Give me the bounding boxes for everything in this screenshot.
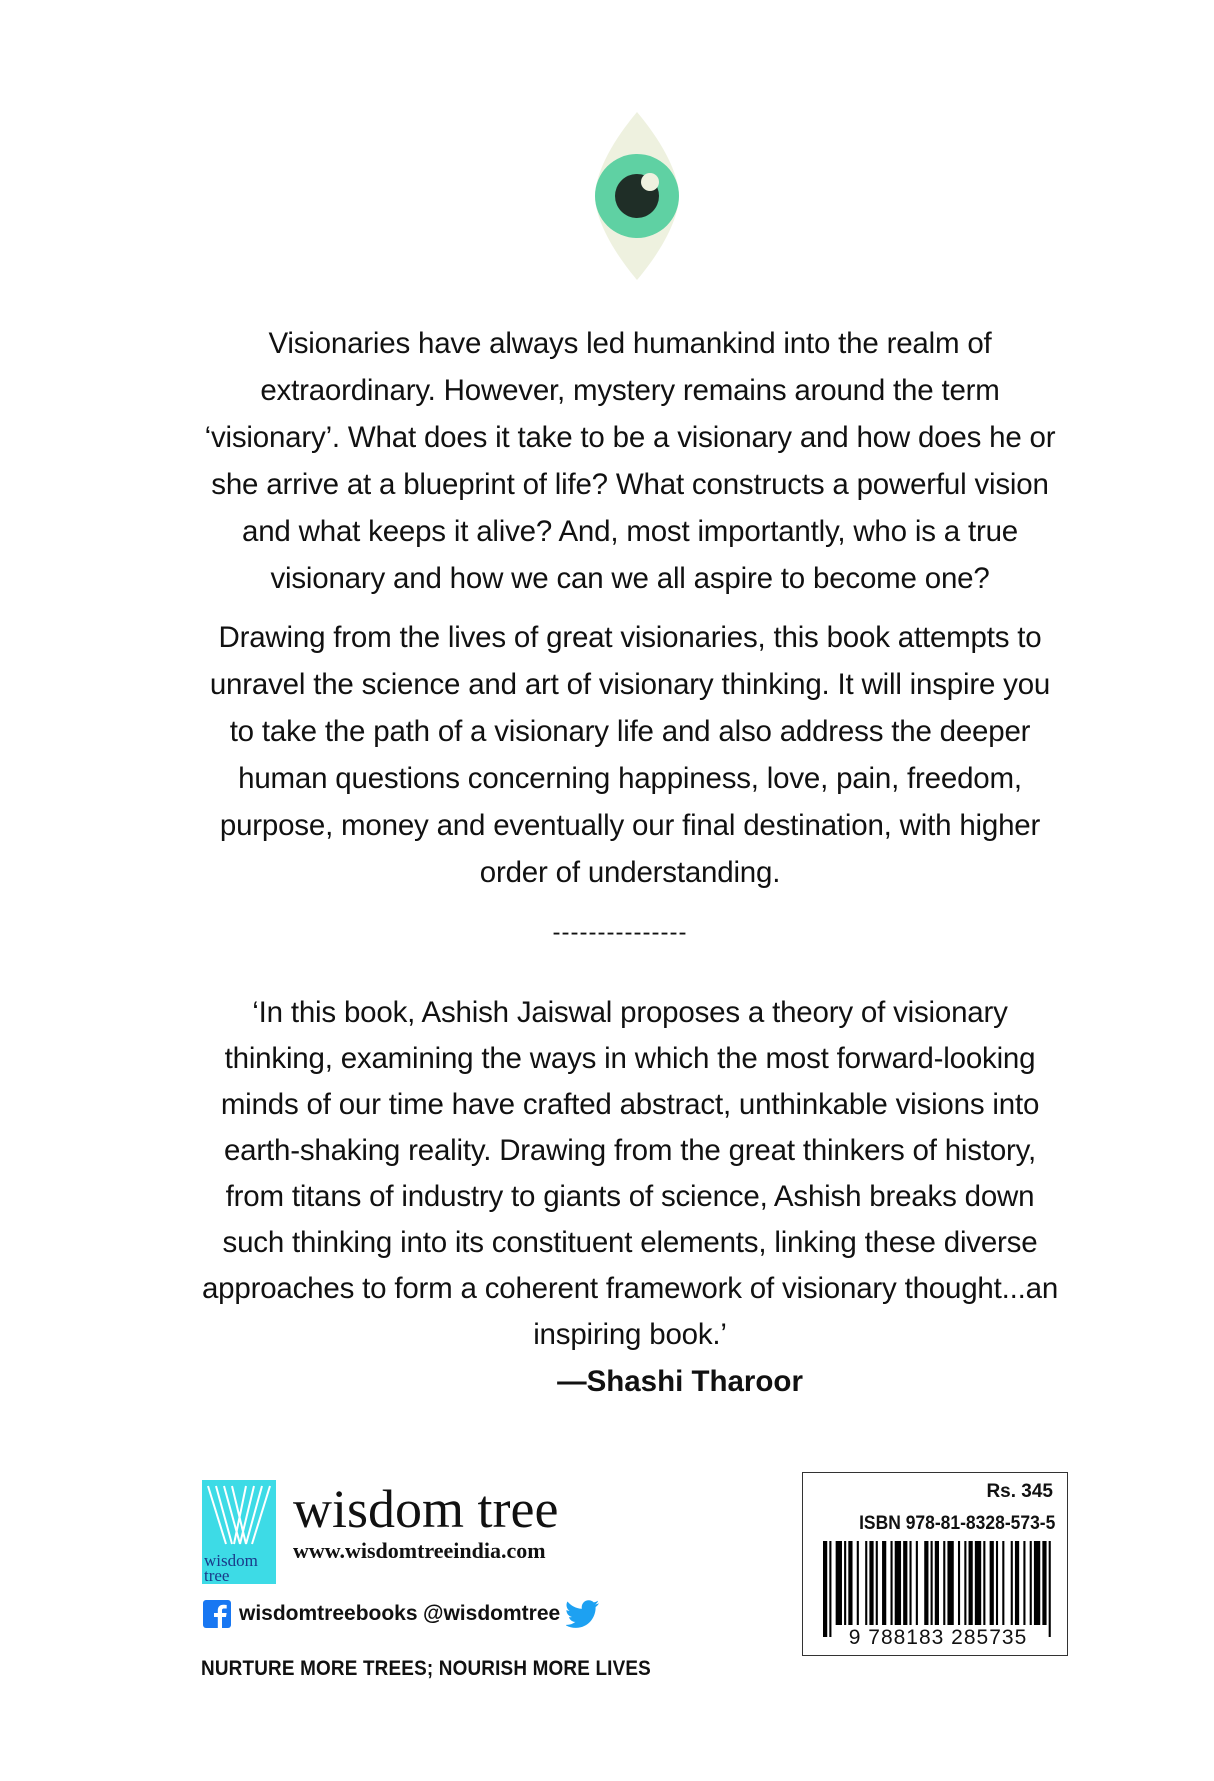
section-divider: ---------------: [552, 919, 688, 946]
publisher-url[interactable]: www.wisdomtreeindia.com: [293, 1538, 546, 1563]
barcode-panel: [802, 1472, 1068, 1656]
barcode-icon: [823, 1541, 1055, 1637]
facebook-handle: wisdomtreebooks: [239, 1602, 418, 1625]
barcode-bar: [996, 1541, 998, 1625]
barcode-bar: [876, 1541, 878, 1625]
barcode-bar: [848, 1541, 852, 1625]
barcode-bar: [964, 1541, 966, 1625]
logo-text-line1: wisdom: [204, 1551, 258, 1570]
barcode-bar: [975, 1541, 981, 1625]
barcode-bar: [829, 1541, 831, 1637]
barcode-bar: [903, 1541, 907, 1625]
barcode-bar: [958, 1541, 960, 1625]
barcode-bar: [990, 1541, 994, 1625]
barcode-bar: [1002, 1541, 1004, 1625]
publisher-name: wisdom tree: [293, 1479, 559, 1539]
barcode-bar: [943, 1541, 945, 1637]
barcode-bar: [969, 1541, 973, 1625]
barcode-bar: [1030, 1541, 1032, 1625]
logo-text-line2: tree: [204, 1566, 230, 1584]
twitter-link[interactable]: [423, 1598, 600, 1630]
barcode-bar: [1034, 1541, 1040, 1625]
barcode-bar: [1023, 1541, 1025, 1625]
barcode-bar: [916, 1541, 918, 1625]
endorsement-attribution: —Shashi Tharoor: [557, 1365, 803, 1398]
barcode-bar: [1042, 1541, 1046, 1625]
eye-icon: [587, 110, 687, 282]
barcode-bar: [895, 1541, 901, 1625]
barcode-bar: [857, 1541, 859, 1625]
barcode-bar: [882, 1541, 886, 1625]
barcode-bar: [844, 1541, 846, 1625]
barcode-bar: [1015, 1541, 1019, 1625]
barcode-bar: [924, 1541, 928, 1625]
barcode-bar: [1049, 1541, 1051, 1637]
facebook-icon: [203, 1600, 231, 1628]
price-label: Rs. 345: [986, 1481, 1053, 1502]
barcode-bar: [865, 1541, 867, 1625]
barcode-bar: [1011, 1541, 1013, 1625]
barcode-bar: [836, 1541, 842, 1625]
barcode-bar: [935, 1541, 939, 1637]
description-paragraph-1: Visionaries have always led humankind into the realm of extraordinary. However, mystery remains around the term ‘visionary’. What does it take to be a visionary and how does he or she arrive at a blueprint of life? What constructs a powerful vision and what keeps it alive? And, most importantly, who is a true visionary and how we can we all aspire to become one?: [204, 327, 1056, 595]
barcode-bar: [947, 1541, 953, 1625]
barcode-bar: [909, 1541, 911, 1625]
description-paragraph-2: Drawing from the lives of great visionaries, this book attempts to unravel the science and art of visionary thinking. It will inspire you to take the path of a visionary life and also address the deeper human questions concerning happiness, love, pain, freedom, purpose, money and eventually our final destination, with higher order of understanding.: [209, 621, 1051, 889]
publisher-tagline: NURTURE MORE TREES; NOURISH MORE LIVES: [201, 1657, 651, 1680]
barcode-bar: [983, 1541, 985, 1625]
barcode-bar: [823, 1541, 827, 1637]
isbn-label: ISBN 978-81-8328-573-5: [858, 1513, 1055, 1534]
twitter-bird-icon: [566, 1600, 600, 1628]
endorsement-quote: ‘In this book, Ashish Jaiswal proposes a theory of visionary thinking, examining the ways in which the most forward-looking minds of our time have crafted abstract, unthinkable visions into earth-shaking reality. Drawing from the great thinkers of history, from titans of industry to giants of science, Ashish breaks down such thinking into its constituent elements, linking these diverse approaches to form a coherent framework of visionary thought...an inspiring book.’: [201, 996, 1059, 1351]
publisher-logo: [202, 1480, 276, 1584]
barcode-digits-text: 9 788183 285735: [848, 1626, 1028, 1649]
barcode-bar: [869, 1541, 873, 1625]
facebook-link[interactable]: [203, 1598, 418, 1630]
barcode-bar: [890, 1541, 892, 1625]
barcode-bar: [931, 1541, 933, 1625]
barcode-digits: [817, 1625, 1059, 1651]
twitter-handle: @wisdomtree: [423, 1602, 561, 1625]
